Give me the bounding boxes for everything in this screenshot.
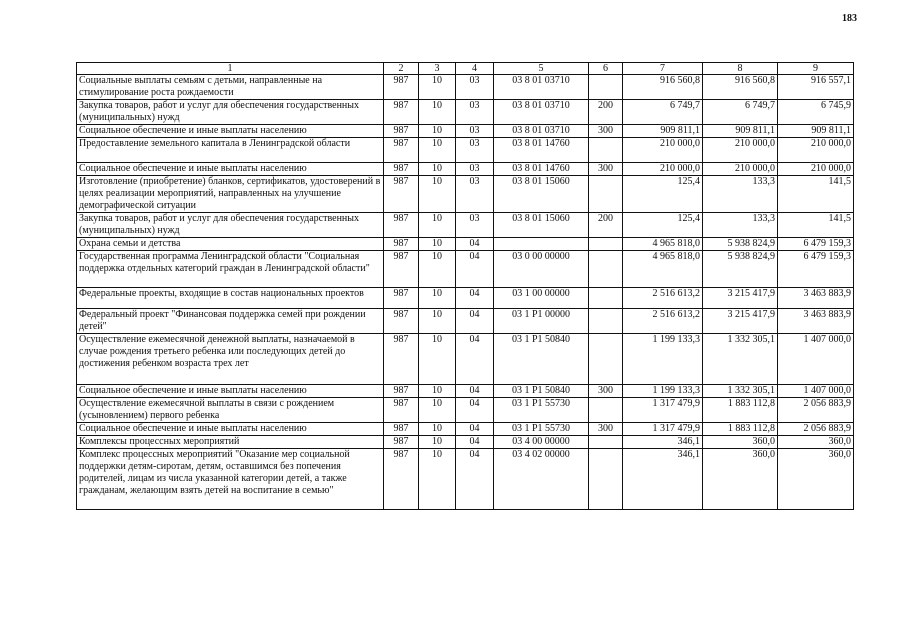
- cell-amount-col7: 210 000,0: [623, 163, 703, 176]
- table-row: [77, 449, 854, 510]
- cell-section: 10: [419, 436, 456, 449]
- cell-section: 10: [419, 238, 456, 251]
- row-name: Социальное обеспечение и иные выплаты населению: [77, 423, 384, 436]
- cell-amount-col8: 5 938 824,9: [703, 238, 778, 251]
- cell-amount-col7: 916 560,8: [623, 75, 703, 100]
- cell-expense-type: [589, 238, 623, 251]
- cell-target-article: 03 1 P1 55730: [494, 398, 589, 423]
- row-name: Социальное обеспечение и иные выплаты населению: [77, 125, 384, 138]
- table-header-row: [77, 63, 854, 75]
- cell-expense-type: 200: [589, 213, 623, 238]
- cell-section: 10: [419, 449, 456, 510]
- cell-subsection: 03: [456, 213, 494, 238]
- cell-admin-code: 987: [384, 125, 419, 138]
- cell-expense-type: 200: [589, 100, 623, 125]
- table-row: [77, 398, 854, 423]
- row-name: Федеральные проекты, входящие в состав национальных проектов: [77, 288, 384, 309]
- row-name: Социальное обеспечение и иные выплаты населению: [77, 163, 384, 176]
- column-header: 7: [623, 63, 703, 75]
- cell-amount-col8: 210 000,0: [703, 138, 778, 163]
- cell-section: 10: [419, 213, 456, 238]
- cell-subsection: 03: [456, 125, 494, 138]
- table-row: [77, 309, 854, 334]
- cell-amount-col7: 4 965 818,0: [623, 238, 703, 251]
- cell-amount-col9: 210 000,0: [778, 138, 854, 163]
- row-name: Комплексы процессных мероприятий: [77, 436, 384, 449]
- cell-admin-code: 987: [384, 75, 419, 100]
- cell-amount-col7: 1 317 479,9: [623, 423, 703, 436]
- cell-target-article: 03 0 00 00000: [494, 251, 589, 288]
- cell-admin-code: 987: [384, 436, 419, 449]
- column-header: 9: [778, 63, 854, 75]
- table-row: [77, 163, 854, 176]
- table-row: [77, 100, 854, 125]
- table-row: [77, 238, 854, 251]
- cell-amount-col9: 210 000,0: [778, 163, 854, 176]
- cell-amount-col8: 133,3: [703, 176, 778, 213]
- cell-amount-col9: 6 745,9: [778, 100, 854, 125]
- row-name: Закупка товаров, работ и услуг для обеспечения государственных (муниципальных) нужд: [77, 213, 384, 238]
- cell-admin-code: 987: [384, 138, 419, 163]
- cell-amount-col7: 125,4: [623, 176, 703, 213]
- cell-amount-col8: 909 811,1: [703, 125, 778, 138]
- cell-expense-type: [589, 334, 623, 385]
- cell-amount-col9: 360,0: [778, 449, 854, 510]
- cell-expense-type: [589, 176, 623, 213]
- column-header: 2: [384, 63, 419, 75]
- cell-target-article: 03 8 01 15060: [494, 213, 589, 238]
- cell-target-article: 03 8 01 03710: [494, 75, 589, 100]
- cell-admin-code: 987: [384, 423, 419, 436]
- cell-amount-col7: 1 199 133,3: [623, 334, 703, 385]
- cell-target-article: 03 1 P1 50840: [494, 385, 589, 398]
- cell-expense-type: 300: [589, 163, 623, 176]
- cell-amount-col8: 360,0: [703, 449, 778, 510]
- cell-amount-col8: 6 749,7: [703, 100, 778, 125]
- table-row: [77, 75, 854, 100]
- cell-subsection: 04: [456, 398, 494, 423]
- cell-admin-code: 987: [384, 213, 419, 238]
- cell-admin-code: 987: [384, 385, 419, 398]
- cell-amount-col8: 3 215 417,9: [703, 288, 778, 309]
- cell-section: 10: [419, 163, 456, 176]
- cell-expense-type: [589, 449, 623, 510]
- cell-amount-col9: 141,5: [778, 213, 854, 238]
- table-row: [77, 334, 854, 385]
- cell-admin-code: 987: [384, 309, 419, 334]
- cell-amount-col7: 6 749,7: [623, 100, 703, 125]
- table-row: [77, 138, 854, 163]
- cell-amount-col8: 5 938 824,9: [703, 251, 778, 288]
- cell-amount-col7: 346,1: [623, 436, 703, 449]
- row-name: Государственная программа Ленинградской области "Социальная поддержка отдельных категорий граждан в Ленинградской области": [77, 251, 384, 288]
- cell-expense-type: [589, 309, 623, 334]
- cell-subsection: 03: [456, 100, 494, 125]
- cell-amount-col8: 360,0: [703, 436, 778, 449]
- cell-target-article: 03 1 P1 00000: [494, 309, 589, 334]
- table-row: [77, 251, 854, 288]
- cell-amount-col8: 916 560,8: [703, 75, 778, 100]
- column-header: 5: [494, 63, 589, 75]
- cell-expense-type: 300: [589, 385, 623, 398]
- cell-subsection: 04: [456, 449, 494, 510]
- row-name: Закупка товаров, работ и услуг для обеспечения государственных (муниципальных) нужд: [77, 100, 384, 125]
- cell-amount-col9: 1 407 000,0: [778, 334, 854, 385]
- table-row: [77, 125, 854, 138]
- cell-section: 10: [419, 423, 456, 436]
- column-header: 8: [703, 63, 778, 75]
- cell-admin-code: 987: [384, 176, 419, 213]
- cell-amount-col9: 360,0: [778, 436, 854, 449]
- row-name: Осуществление ежемесячной выплаты в связи с рождением (усыновлением) первого ребенка: [77, 398, 384, 423]
- cell-target-article: 03 4 02 00000: [494, 449, 589, 510]
- cell-amount-col9: 2 056 883,9: [778, 423, 854, 436]
- cell-expense-type: [589, 288, 623, 309]
- cell-amount-col8: 210 000,0: [703, 163, 778, 176]
- cell-target-article: 03 1 00 00000: [494, 288, 589, 309]
- cell-amount-col8: 1 332 305,1: [703, 334, 778, 385]
- cell-subsection: 03: [456, 176, 494, 213]
- cell-admin-code: 987: [384, 163, 419, 176]
- cell-expense-type: [589, 138, 623, 163]
- cell-admin-code: 987: [384, 251, 419, 288]
- row-name: Осуществление ежемесячной денежной выплаты, назначаемой в случае рождения третьего ребенка или последующих детей до достижения ребенком возраста трех лет: [77, 334, 384, 385]
- cell-amount-col9: 6 479 159,3: [778, 238, 854, 251]
- table-row: [77, 436, 854, 449]
- cell-admin-code: 987: [384, 288, 419, 309]
- cell-target-article: 03 1 P1 50840: [494, 334, 589, 385]
- cell-amount-col7: 2 516 613,2: [623, 288, 703, 309]
- cell-admin-code: 987: [384, 100, 419, 125]
- table-row: [77, 176, 854, 213]
- budget-table: [76, 62, 854, 510]
- table-row: [77, 213, 854, 238]
- cell-subsection: 03: [456, 75, 494, 100]
- table-row: [77, 385, 854, 398]
- column-header: 1: [77, 63, 384, 75]
- cell-admin-code: 987: [384, 334, 419, 385]
- column-header: 4: [456, 63, 494, 75]
- cell-section: 10: [419, 125, 456, 138]
- cell-target-article: 03 8 01 15060: [494, 176, 589, 213]
- page-number: 183: [842, 13, 857, 24]
- table-row: [77, 288, 854, 309]
- cell-subsection: 04: [456, 238, 494, 251]
- cell-amount-col7: 210 000,0: [623, 138, 703, 163]
- cell-subsection: 04: [456, 385, 494, 398]
- cell-admin-code: 987: [384, 238, 419, 251]
- cell-subsection: 04: [456, 423, 494, 436]
- cell-subsection: 04: [456, 436, 494, 449]
- cell-subsection: 04: [456, 309, 494, 334]
- cell-section: 10: [419, 309, 456, 334]
- cell-amount-col8: 1 332 305,1: [703, 385, 778, 398]
- cell-amount-col9: 2 056 883,9: [778, 398, 854, 423]
- row-name: Предоставление земельного капитала в Ленинградской области: [77, 138, 384, 163]
- row-name: Изготовление (приобретение) бланков, сертификатов, удостоверений в целях реализации мероприятий, направленных на улучшение демографической ситуации: [77, 176, 384, 213]
- column-header: 6: [589, 63, 623, 75]
- cell-section: 10: [419, 100, 456, 125]
- cell-target-article: 03 8 01 14760: [494, 163, 589, 176]
- cell-expense-type: 300: [589, 423, 623, 436]
- cell-target-article: 03 1 P1 55730: [494, 423, 589, 436]
- cell-subsection: 04: [456, 288, 494, 309]
- cell-subsection: 04: [456, 334, 494, 385]
- cell-target-article: 03 8 01 03710: [494, 125, 589, 138]
- cell-amount-col7: 909 811,1: [623, 125, 703, 138]
- cell-amount-col9: 3 463 883,9: [778, 309, 854, 334]
- cell-target-article: [494, 238, 589, 251]
- row-name: Охрана семьи и детства: [77, 238, 384, 251]
- cell-section: 10: [419, 75, 456, 100]
- cell-subsection: 03: [456, 138, 494, 163]
- cell-amount-col9: 3 463 883,9: [778, 288, 854, 309]
- cell-subsection: 04: [456, 251, 494, 288]
- cell-amount-col8: 1 883 112,8: [703, 398, 778, 423]
- cell-amount-col7: 346,1: [623, 449, 703, 510]
- cell-target-article: 03 8 01 03710: [494, 100, 589, 125]
- cell-admin-code: 987: [384, 398, 419, 423]
- cell-amount-col8: 3 215 417,9: [703, 309, 778, 334]
- cell-target-article: 03 4 00 00000: [494, 436, 589, 449]
- row-name: Социальное обеспечение и иные выплаты населению: [77, 385, 384, 398]
- cell-expense-type: [589, 75, 623, 100]
- row-name: Социальные выплаты семьям с детьми, направленные на стимулирование роста рождаемости: [77, 75, 384, 100]
- cell-amount-col9: 916 557,1: [778, 75, 854, 100]
- cell-section: 10: [419, 176, 456, 213]
- cell-section: 10: [419, 288, 456, 309]
- cell-section: 10: [419, 398, 456, 423]
- cell-amount-col8: 1 883 112,8: [703, 423, 778, 436]
- cell-expense-type: [589, 398, 623, 423]
- cell-section: 10: [419, 385, 456, 398]
- cell-amount-col9: 1 407 000,0: [778, 385, 854, 398]
- cell-amount-col8: 133,3: [703, 213, 778, 238]
- table-row: [77, 423, 854, 436]
- cell-amount-col7: 1 199 133,3: [623, 385, 703, 398]
- row-name: Федеральный проект "Финансовая поддержка семей при рождении детей": [77, 309, 384, 334]
- cell-amount-col9: 6 479 159,3: [778, 251, 854, 288]
- cell-subsection: 03: [456, 163, 494, 176]
- cell-target-article: 03 8 01 14760: [494, 138, 589, 163]
- cell-expense-type: [589, 251, 623, 288]
- row-name: Комплекс процессных мероприятий "Оказание мер социальной поддержки детям-сиротам, детям, оставшимся без попечения родителей, лицам из числа указанной категории детей, а также гражданам, желающим взять детей на воспитание в семью": [77, 449, 384, 510]
- cell-amount-col9: 141,5: [778, 176, 854, 213]
- cell-expense-type: [589, 436, 623, 449]
- cell-amount-col7: 2 516 613,2: [623, 309, 703, 334]
- cell-amount-col7: 4 965 818,0: [623, 251, 703, 288]
- cell-section: 10: [419, 138, 456, 163]
- cell-section: 10: [419, 334, 456, 385]
- cell-amount-col9: 909 811,1: [778, 125, 854, 138]
- cell-section: 10: [419, 251, 456, 288]
- cell-expense-type: 300: [589, 125, 623, 138]
- column-header: 3: [419, 63, 456, 75]
- cell-amount-col7: 125,4: [623, 213, 703, 238]
- cell-admin-code: 987: [384, 449, 419, 510]
- cell-amount-col7: 1 317 479,9: [623, 398, 703, 423]
